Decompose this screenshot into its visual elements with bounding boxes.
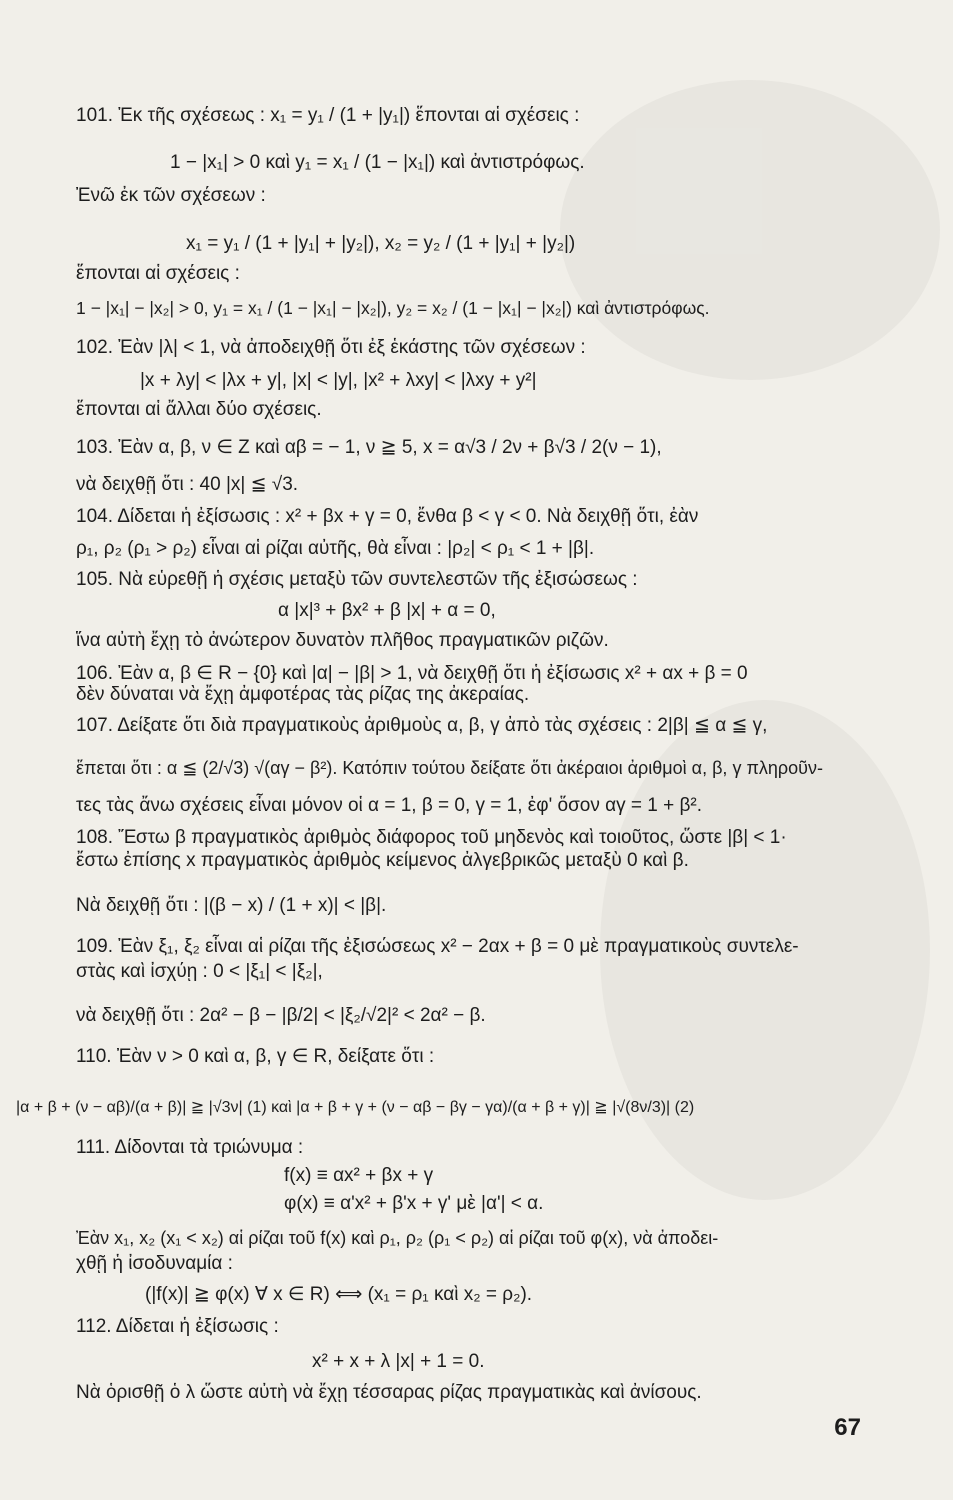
p107-line-2: ἕπεται ὅτι : α ≦ (2/√3) √(αγ − β²). Κατόπιν τούτου δείξατε ὅτι ἀκέραιοι ἀριθμοὶ α, β, γ πληροῦν- bbox=[76, 758, 823, 778]
p109-line-1: 109. Ἐὰν ξ₁, ξ₂ εἶναι αἱ ρίζαι τῆς ἐξισώσεως x² − 2αx + β = 0 μὲ πραγματικοὺς συντελε- bbox=[76, 936, 799, 957]
p106-line-2: δὲν δύναται νὰ ἔχῃ ἀμφοτέρας τὰς ρίζας της ἀκεραίας. bbox=[76, 684, 530, 705]
p104-line-1: 104. Δίδεται ἡ ἐξίσωσις : x² + βx + γ = 0, ἔνθα β < γ < 0. Νὰ δειχθῇ ὅτι, ἐὰν bbox=[76, 506, 699, 527]
p101-line-2: 1 − |x₁| > 0 καὶ y₁ = x₁ / (1 − |x₁|) καὶ ἀντιστρόφως. bbox=[170, 152, 585, 173]
p110-line-1: 110. Ἐὰν ν > 0 καὶ α, β, γ ∈ R, δείξατε ὅτι : bbox=[76, 1046, 435, 1067]
p102-line-2: |x + λy| < |λx + y|, |x| < |y|, |x² + λxy| < |λxy + y²| bbox=[140, 370, 537, 391]
p112-line-1: 112. Δίδεται ἡ ἐξίσωσις : bbox=[76, 1316, 279, 1337]
p105-line-3: ἵνα αὐτὴ ἔχῃ τὸ ἀνώτερον δυνατὸν πλῆθος πραγματικῶν ριζῶν. bbox=[76, 630, 609, 651]
p101-line-3: Ἐνῶ ἐκ τῶν σχέσεων : bbox=[76, 185, 266, 206]
p101-line-4: x₁ = y₁ / (1 + |y₁| + |y₂|), x₂ = y₂ / (1 + |y₁| + |y₂|) bbox=[186, 233, 576, 254]
p111-line-5: χθῇ ἡ ἰσοδυναμία : bbox=[76, 1253, 233, 1274]
p112-line-2: x² + x + λ |x| + 1 = 0. bbox=[312, 1351, 485, 1372]
p101-line-6: 1 − |x₁| − |x₂| > 0, y₁ = x₁ / (1 − |x₁| − |x₂|), y₂ = x₂ / (1 − |x₁| − |x₂|) καὶ ἀντιστρόφως. bbox=[76, 298, 710, 318]
p106-line-1: 106. Ἐὰν α, β ∈ R − {0} καὶ |α| − |β| > 1, νὰ δειχθῇ ὅτι ἡ ἐξίσωσις x² + αx + β = 0 bbox=[76, 663, 748, 684]
p111-line-2: f(x) ≡ αx² + βx + γ bbox=[284, 1165, 434, 1186]
p111-line-6: (|f(x)| ≧ φ(x) ∀ x ∈ R) ⟺ (x₁ = ρ₁ καὶ x₂ = ρ₂). bbox=[145, 1284, 533, 1305]
p105-line-2: α |x|³ + βx² + β |x| + α = 0, bbox=[278, 600, 496, 621]
p107-line-1: 107. Δείξατε ὅτι διὰ πραγματικοὺς ἀριθμοὺς α, β, γ ἀπὸ τὰς σχέσεις : 2|β| ≦ α ≦ γ, bbox=[76, 715, 768, 736]
p102-line-1: 102. Ἐὰν |λ| < 1, νὰ ἀποδειχθῇ ὅτι ἐξ ἑκάστης τῶν σχέσεων : bbox=[76, 337, 586, 358]
p110-line-2: |α + β + (ν − αβ)/(α + β)| ≧ |√3ν| (1) καὶ |α + β + γ + (ν − αβ − βγ − γα)/(α + β + γ)| ≧ |√(8ν/3)| (2) bbox=[16, 1099, 695, 1116]
p108-line-3: Νὰ δειχθῇ ὅτι : |(β − x) / (1 + x)| < |β|. bbox=[76, 895, 387, 916]
p111-line-4: Ἐὰν x₁, x₂ (x₁ < x₂) αἱ ρίζαι τοῦ f(x) καὶ ρ₁, ρ₂ (ρ₁ < ρ₂) αἱ ρίζαι τοῦ φ(x), νὰ ἀποδει- bbox=[76, 1228, 719, 1248]
p109-line-3: νὰ δειχθῇ ὅτι : 2α² − β − |β/2| < |ξ₂/√2|² < 2α² − β. bbox=[76, 1005, 486, 1026]
p112-line-3: Νὰ ὁρισθῇ ὁ λ ὥστε αὐτὴ νὰ ἔχῃ τέσσαρας ρίζας πραγματικὰς καὶ ἀνίσους. bbox=[76, 1382, 702, 1403]
p104-line-2: ρ₁, ρ₂ (ρ₁ > ρ₂) εἶναι αἱ ρίζαι αὐτῆς, θὰ εἶναι : |ρ₂| < ρ₁ < 1 + |β|. bbox=[76, 538, 595, 559]
p111-line-1: 111. Δίδονται τὰ τριώνυμα : bbox=[76, 1137, 304, 1158]
p103-line-1: 103. Ἐὰν α, β, ν ∈ Z καὶ αβ = − 1, ν ≧ 5, x = α√3 / 2ν + β√3 / 2(ν − 1), bbox=[76, 437, 662, 458]
p102-line-3: ἕπονται αἱ ἄλλαι δύο σχέσεις. bbox=[76, 399, 322, 420]
p108-line-2: ἔστω ἐπίσης x πραγματικὸς ἀριθμὸς κείμενος ἀλγεβρικῶς μεταξὺ 0 καὶ β. bbox=[76, 850, 689, 871]
p107-line-3: τες τὰς ἄνω σχέσεις εἶναι μόνον οἱ α = 1, β = 0, γ = 1, ἐφ' ὅσον αγ = 1 + β². bbox=[76, 795, 703, 816]
paper-smudge bbox=[560, 80, 940, 380]
p101-line-5: ἕπονται αἱ σχέσεις : bbox=[76, 263, 240, 284]
p101-line-1: 101. Ἐκ τῆς σχέσεως : x₁ = y₁ / (1 + |y₁|) ἕπονται αἱ σχέσεις : bbox=[76, 105, 580, 126]
p105-line-1: 105. Νὰ εὑρεθῇ ἡ σχέσις μεταξὺ τῶν συντελεστῶν τῆς ἐξισώσεως : bbox=[76, 569, 638, 590]
p103-line-2: νὰ δειχθῇ ὅτι : 40 |x| ≦ √3. bbox=[76, 474, 299, 495]
p108-line-1: 108. Ἔστω β πραγματικὸς ἀριθμὸς διάφορος τοῦ μηδενὸς καὶ τοιοῦτος, ὥστε |β| < 1· bbox=[76, 827, 787, 848]
page-number: 67 bbox=[834, 1414, 861, 1441]
p111-line-3: φ(x) ≡ α'x² + β'x + γ' μὲ |α'| < α. bbox=[284, 1193, 544, 1214]
p109-line-2: στὰς καὶ ἰσχύῃ : 0 < |ξ₁| < |ξ₂|, bbox=[76, 961, 323, 982]
